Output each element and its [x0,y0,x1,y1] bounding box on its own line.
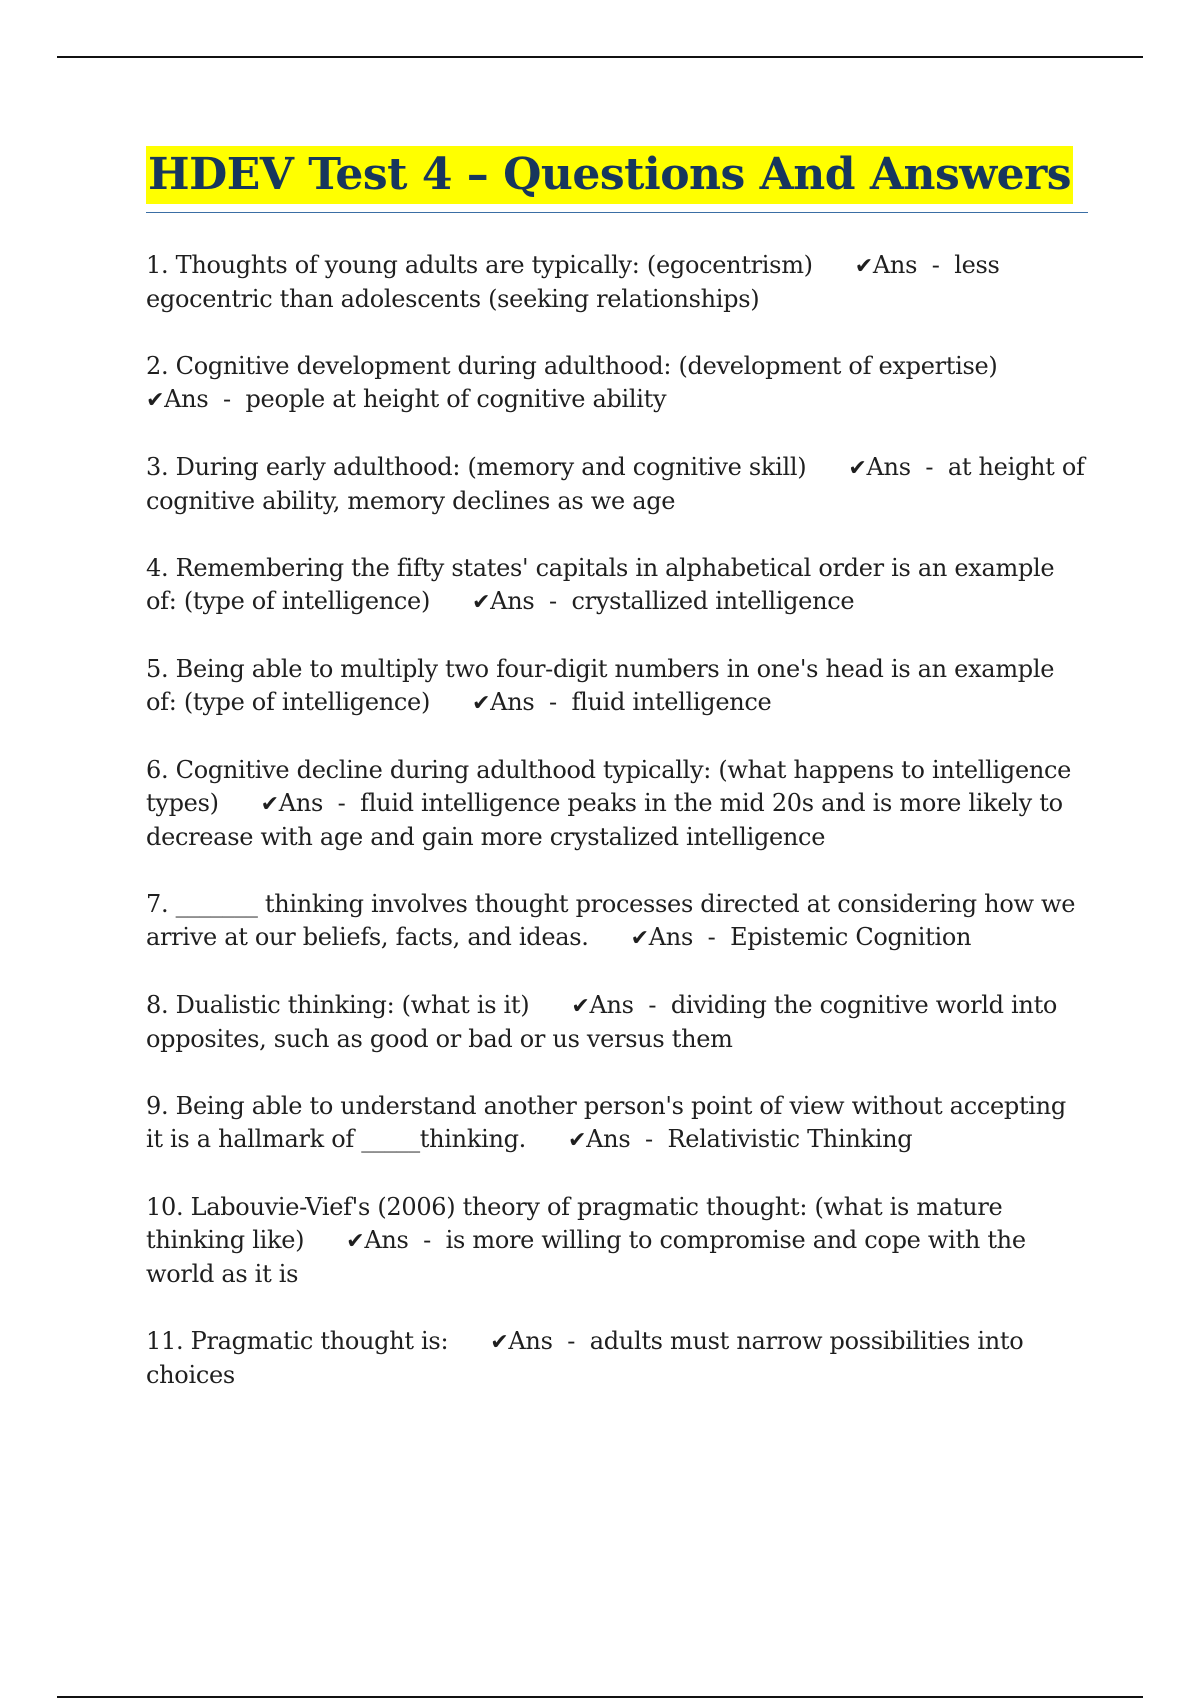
answer-prefix: Ans - [589,991,671,1019]
answer-text: Epistemic Cognition [730,923,972,951]
check-icon: ✔ [346,1229,365,1254]
answer-mark [571,991,670,1019]
answer-text: crystallized intelligence [571,587,855,615]
answer-text: Relativistic Thinking [667,1125,913,1153]
answer-text: adults must narrow possibilities into choices [146,1327,1024,1389]
answer-prefix: Ans - [648,923,731,951]
check-icon: ✔ [571,994,590,1019]
question-text: 8. Dualistic thinking: (what is it) [146,991,530,1019]
check-icon: ✔ [848,456,867,481]
document-page [146,146,1088,1426]
question-text: 10. Labouvie-Vief's (2006) theory of pragmatic thought: (what is mature thinking like) [146,1193,1003,1254]
answer-mark [855,251,954,279]
qa-item-3 [146,451,1088,518]
answer-prefix: Ans - [872,251,955,279]
answer-prefix: Ans - [508,1327,590,1355]
qa-item-5 [146,653,1088,720]
question-text: 3. During early adulthood: (memory and cognitive skill) [146,453,807,481]
top-rule [57,56,1143,58]
qa-item-4 [146,552,1088,619]
question-text: 9. Being able to understand another person's point of view without accepting it is a hallmark of _____thinking. [146,1092,1066,1153]
title-block [146,146,1088,213]
answer-prefix: Ans - [364,1226,446,1254]
answer-prefix: Ans - [586,1125,668,1153]
answer-text: dividing the cognitive world into opposites, such as good or bad or us versus them [146,991,1058,1053]
answer-mark [472,688,571,716]
check-icon: ✔ [472,590,491,615]
answer-text: fluid intelligence [571,688,772,716]
answer-text: people at height of cognitive ability [245,385,667,413]
answer-mark [631,923,730,951]
answer-mark [472,587,571,615]
answer-text: is more willing to compromise and cope with the world as it is [146,1226,1026,1288]
qa-item-6 [146,754,1088,854]
qa-item-2 [146,350,1088,417]
answer-mark [490,1327,589,1355]
question-text: 2. Cognitive development during adulthood: (development of expertise) [146,352,998,380]
qa-item-10 [146,1191,1088,1291]
answer-prefix: Ans - [866,453,948,481]
qa-list [146,249,1088,1392]
check-icon: ✔ [490,1330,509,1355]
answer-mark [261,789,360,817]
answer-prefix: Ans - [490,688,572,716]
check-icon: ✔ [854,254,873,279]
qa-item-11 [146,1325,1088,1392]
answer-prefix: Ans - [164,385,246,413]
answer-prefix: Ans - [278,789,361,817]
qa-item-7 [146,888,1088,955]
answer-prefix: Ans - [490,587,572,615]
qa-item-9 [146,1090,1088,1157]
answer-text: less egocentric than adolescents (seeking relationships) [146,251,1000,313]
question-text: 11. Pragmatic thought is: [146,1327,449,1355]
question-text: 4. Remembering the fifty states' capitals in alphabetical order is an example of: (type of intelligence) [146,554,1055,615]
answer-mark [146,385,245,413]
answer-mark [848,453,947,481]
check-icon: ✔ [472,691,491,716]
bottom-rule [57,1696,1143,1698]
answer-mark [568,1125,667,1153]
qa-item-1 [146,249,1088,316]
answer-text: at height of cognitive ability, memory declines as we age [146,453,1085,515]
answer-mark [346,1226,445,1254]
check-icon: ✔ [568,1128,587,1153]
question-text: 1. Thoughts of young adults are typically: (egocentrism) [146,251,813,279]
check-icon: ✔ [146,388,165,413]
page-title: HDEV Test 4 – Questions And Answers [146,146,1073,204]
check-icon: ✔ [630,926,649,951]
question-text: 5. Being able to multiply two four-digit numbers in one's head is an example of: (type of intelligence) [146,655,1055,716]
answer-text: fluid intelligence peaks in the mid 20s and is more likely to decrease with age and gain more crystalized intelligence [146,789,1063,851]
qa-item-8 [146,989,1088,1056]
question-text: 6. Cognitive decline during adulthood typically: (what happens to intelligence types) [146,756,1072,817]
question-text: 7. _______ thinking involves thought processes directed at considering how we arrive at our beliefs, facts, and ideas. [146,890,1076,951]
check-icon: ✔ [260,792,279,817]
